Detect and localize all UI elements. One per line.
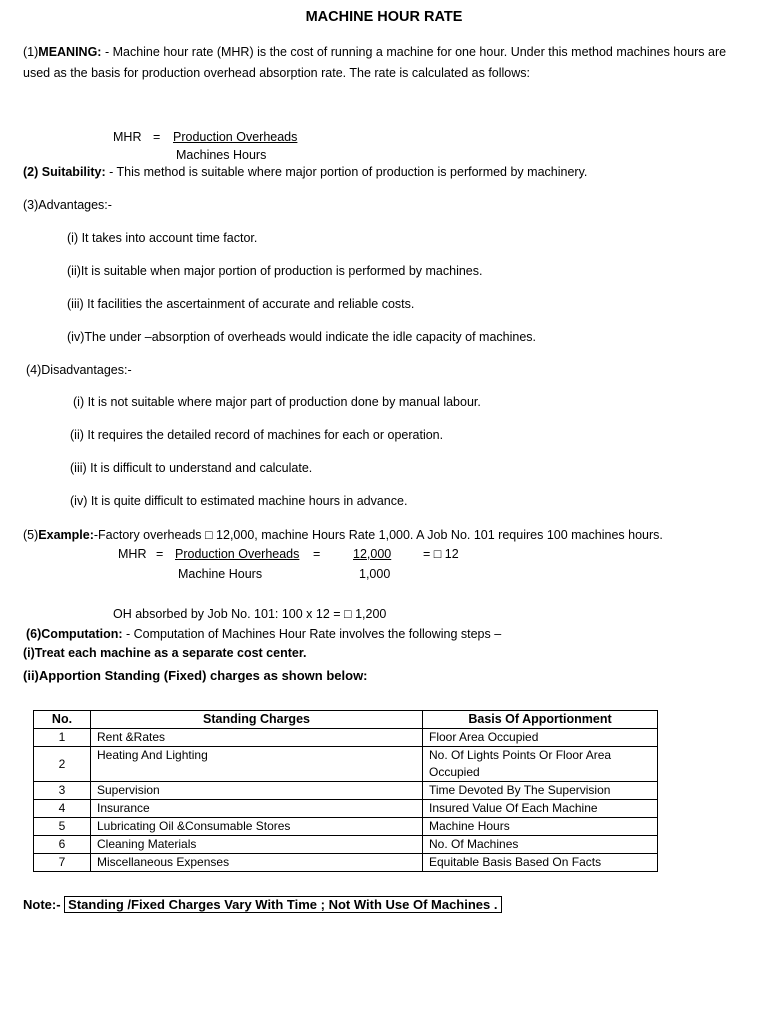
basis-cell: Machine Hours <box>423 818 658 836</box>
advantage-item: (iv)The under –absorption of overheads would indicate the idle capacity of machines. <box>67 330 537 344</box>
computation-step-1: (i)Treat each machine as a separate cost center. <box>23 646 307 660</box>
note-label: Note:- <box>23 897 61 912</box>
table-row <box>34 729 658 747</box>
standing-charges-table <box>33 710 658 872</box>
example-equals: = <box>156 547 164 561</box>
table-header-row <box>34 711 658 729</box>
example-numerator-value: 12,000 <box>353 547 392 561</box>
row-number: 7 <box>34 854 91 872</box>
computation-paragraph <box>26 627 501 641</box>
meaning-number: (1) <box>23 45 39 59</box>
advantages-heading: (3)Advantages:- <box>23 198 112 212</box>
page-title: MACHINE HOUR RATE <box>305 9 463 25</box>
example-result: = □ 12 <box>423 547 459 561</box>
advantage-item: (i) It takes into account time factor. <box>67 231 258 245</box>
formula-numerator: Production Overheads <box>173 130 298 144</box>
basis-cell: No. Of Lights Points Or Floor Area Occupied <box>423 747 658 782</box>
table-row <box>34 836 658 854</box>
example-denominator: Machine Hours <box>178 567 263 581</box>
computation-text: - Computation of Machines Hour Rate involves the following steps – <box>122 627 502 641</box>
example-number: (5) <box>23 528 39 542</box>
meaning-paragraph <box>23 42 748 84</box>
disadvantage-item: (i) It is not suitable where major part of production done by manual labour. <box>73 395 481 409</box>
note-text: Standing /Fixed Charges Vary With Time ; Not With Use Of Machines . <box>64 896 501 913</box>
suitability-text: - This method is suitable where major portion of production is performed by machinery. <box>105 165 588 179</box>
table-row <box>34 747 658 782</box>
column-header-no: No. <box>34 711 91 729</box>
example-equals-2: = <box>313 547 321 561</box>
disadvantages-heading: (4)Disadvantages:- <box>26 363 132 377</box>
example-absorbed: OH absorbed by Job No. 101: 100 x 12 = □ 1,200 <box>113 607 387 621</box>
row-number: 3 <box>34 782 91 800</box>
row-number: 4 <box>34 800 91 818</box>
standing-charge-cell: Lubricating Oil &Consumable Stores <box>91 818 423 836</box>
computation-step-2: (ii)Apportion Standing (Fixed) charges as shown below: <box>23 668 368 683</box>
basis-cell: Floor Area Occupied <box>423 729 658 747</box>
row-number: 1 <box>34 729 91 747</box>
suitability-heading: (2) Suitability: <box>23 165 106 179</box>
table-row <box>34 782 658 800</box>
row-number: 6 <box>34 836 91 854</box>
row-number: 5 <box>34 818 91 836</box>
standing-charge-cell: Heating And Lighting <box>91 747 423 782</box>
disadvantage-item: (iii) It is difficult to understand and calculate. <box>70 461 313 475</box>
meaning-text: - Machine hour rate (MHR) is the cost of running a machine for one hour. Under this method machines hours are used as the basis for production overhead absorption rate. The rate is calculated as follows: <box>23 45 727 80</box>
standing-charge-cell: Cleaning Materials <box>91 836 423 854</box>
example-heading: Example: <box>38 528 94 542</box>
formula-equals: = <box>153 130 161 144</box>
basis-cell: Time Devoted By The Supervision <box>423 782 658 800</box>
meaning-heading: MEANING: <box>38 45 102 59</box>
basis-cell: No. Of Machines <box>423 836 658 854</box>
note <box>23 897 502 912</box>
standing-charge-cell: Insurance <box>91 800 423 818</box>
column-header-basis: Basis Of Apportionment <box>423 711 658 729</box>
column-header-standing-charges: Standing Charges <box>91 711 423 729</box>
table-row <box>34 854 658 872</box>
example-denominator-value: 1,000 <box>359 567 391 581</box>
formula-lhs: MHR <box>113 130 142 144</box>
example-mhr: MHR <box>118 547 147 561</box>
example-numerator: Production Overheads <box>175 547 300 561</box>
basis-cell: Insured Value Of Each Machine <box>423 800 658 818</box>
standing-charge-cell: Supervision <box>91 782 423 800</box>
disadvantage-item: (ii) It requires the detailed record of machines for each or operation. <box>70 428 444 442</box>
table-row <box>34 800 658 818</box>
suitability-paragraph <box>23 165 587 179</box>
example-paragraph <box>23 528 663 542</box>
row-number: 2 <box>34 747 91 782</box>
example-text: -Factory overheads □ 12,000, machine Hours Rate 1,000. A Job No. 101 requires 100 machines hours. <box>93 528 663 542</box>
table-row <box>34 818 658 836</box>
advantage-item: (iii) It facilities the ascertainment of accurate and reliable costs. <box>67 297 415 311</box>
basis-cell: Equitable Basis Based On Facts <box>423 854 658 872</box>
standing-charge-cell: Rent &Rates <box>91 729 423 747</box>
disadvantage-item: (iv) It is quite difficult to estimated machine hours in advance. <box>70 494 408 508</box>
standing-charge-cell: Miscellaneous Expenses <box>91 854 423 872</box>
advantage-item: (ii)It is suitable when major portion of production is performed by machines. <box>67 264 483 278</box>
formula-denominator: Machines Hours <box>176 148 267 162</box>
computation-heading: (6)Computation: <box>26 627 123 641</box>
